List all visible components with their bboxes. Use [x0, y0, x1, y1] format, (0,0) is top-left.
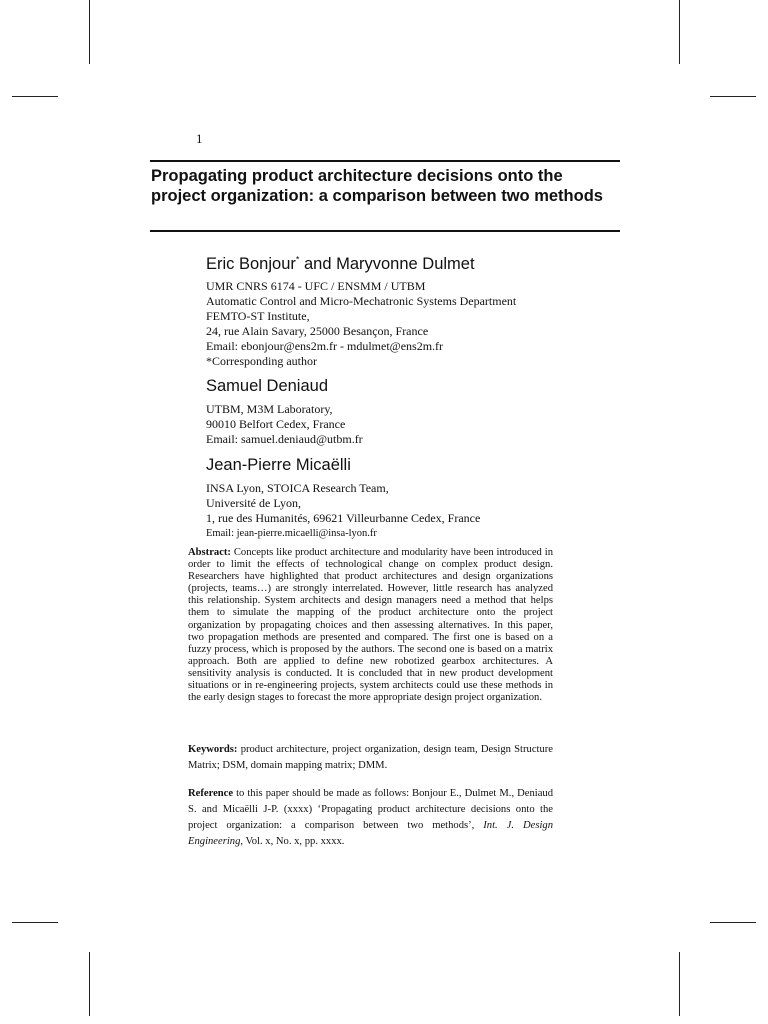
- reference-journal: Int. J. Design Engineering: [188, 820, 553, 847]
- affiliation-line: Université de Lyon,: [206, 496, 301, 510]
- crop-mark-bottom-left-vertical: [89, 952, 90, 1016]
- page-number: 1: [196, 131, 203, 146]
- author-name-micaelli: Jean-Pierre Micaëlli: [206, 456, 351, 474]
- affiliation-email: Email: jean-pierre.micaelli@insa-lyon.fr: [206, 528, 377, 539]
- crop-mark-bottom-right-horizontal: [710, 922, 756, 923]
- author-name-deniaud: Samuel Deniaud: [206, 377, 328, 395]
- title-bottom-rule: [150, 230, 620, 232]
- affiliation-line: Automatic Control and Micro-Mechatronic Systems Department: [206, 294, 517, 308]
- reference-volume: , Vol. x, No. x, pp. xxxx.: [240, 836, 345, 847]
- affiliation-line: 24, rue Alain Savary, 25000 Besançon, France: [206, 324, 429, 338]
- author-name-bonjour: Eric Bonjour: [206, 255, 296, 273]
- affiliation-line: FEMTO-ST Institute,: [206, 309, 310, 323]
- title-top-rule: [150, 160, 620, 162]
- affiliation-line: UMR CNRS 6174 - UFC / ENSMM / UTBM: [206, 279, 426, 293]
- keywords: [188, 742, 553, 774]
- affiliation-3: [206, 481, 480, 541]
- affiliation-1: [206, 279, 516, 369]
- reference-label: Reference: [188, 788, 234, 799]
- abstract-label: Abstract:: [188, 547, 231, 558]
- keywords-text: product architecture, project organization, design team, Design Structure Matrix; DSM, domain mapping matrix; DMM.: [188, 744, 553, 771]
- crop-mark-bottom-right-vertical: [679, 952, 680, 1016]
- author-names-1: [206, 254, 475, 274]
- affiliation-line: 1, rue des Humanités, 69621 Villeurbanne Cedex, France: [206, 511, 481, 525]
- reference-text: to this paper should be made as follows: Bonjour E., Dulmet M., Deniaud S. and Micaëlli J-P. (xxxx) ‘Propagating product architecture decisions onto the project organization: a comparison between two methods’,: [188, 788, 553, 831]
- crop-mark-top-right-vertical: [679, 0, 680, 64]
- corresponding-marker: *: [295, 254, 300, 265]
- crop-mark-top-right-horizontal: [710, 96, 756, 97]
- keywords-label: Keywords:: [188, 744, 238, 755]
- affiliation-line: UTBM, M3M Laboratory,: [206, 402, 333, 416]
- affiliation-line: INSA Lyon, STOICA Research Team,: [206, 481, 389, 495]
- abstract: [188, 547, 553, 704]
- affiliation-email: Email: samuel.deniaud@utbm.fr: [206, 432, 363, 446]
- corresponding-author-note: *Corresponding author: [206, 354, 317, 368]
- affiliation-email: Email: ebonjour@ens2m.fr - mdulmet@ens2m.fr: [206, 339, 444, 353]
- author-name-dulmet: and Maryvonne Dulmet: [299, 255, 475, 273]
- crop-mark-top-left-vertical: [89, 0, 90, 64]
- affiliation-2: [206, 402, 363, 447]
- paper-title: Propagating product architecture decisions onto the project organization: a comparison between two methods: [151, 167, 603, 205]
- affiliation-line: 90010 Belfort Cedex, France: [206, 417, 346, 431]
- crop-mark-bottom-left-horizontal: [12, 922, 58, 923]
- crop-mark-top-left-horizontal: [12, 96, 58, 97]
- reference: [188, 786, 553, 850]
- abstract-text: Concepts like product architecture and modularity have been introduced in order to limit the effects of technological change on complex product design. Researchers have highlighted that product architectures and design organizations (projects, teams…) are strongly interrelated. However, little research has analyzed this relationship. System architects and design managers need a method that helps them to simulate the mapping of the product architecture onto the project organization by propagating choices and then assessing alternatives. In this paper, two propagation methods are presented and compared. The first one is based on a fuzzy process, which is proposed by the authors. The second one is based on a matrix approach. Both are applied to define new robotized gearbox architectures. A sensitivity analysis is conducted. It is concluded that in new product development situations or in re-engineering projects, system architects could use these methods in the early design stages to forecast the more appropriate design project organization.: [188, 547, 553, 704]
